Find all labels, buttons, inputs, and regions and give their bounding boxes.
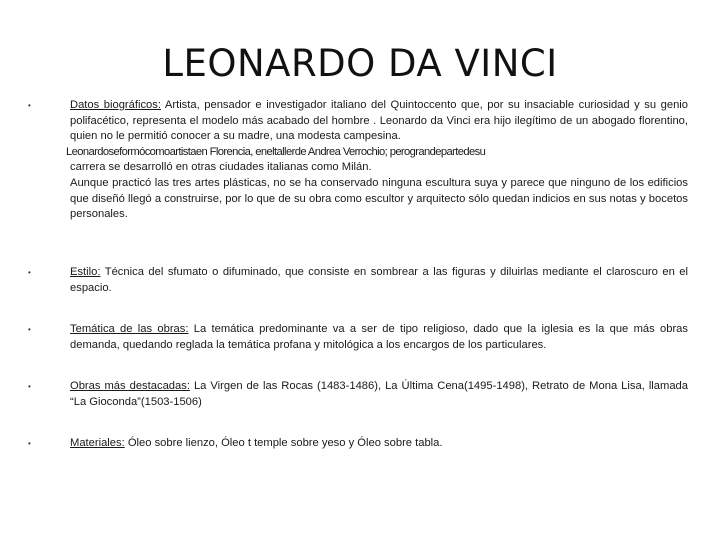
item-text: Óleo sobre lienzo, Óleo t temple sobre yeso y Óleo sobre tabla.	[124, 437, 443, 449]
bullet-icon: •	[28, 268, 31, 277]
item-text-line: carrera se desarrolló en otras ciudades italianas como Milán.	[70, 161, 372, 174]
item-text: La Virgen de las Rocas (1483-1486), La Última Cena(1495-1498), Retrato de Mona Lisa, llamada “La Gioconda”(1503-1506)	[70, 380, 688, 408]
list-item-materiales	[28, 436, 688, 452]
bullet-icon: •	[28, 325, 31, 334]
item-heading: Temática de las obras:	[70, 323, 189, 335]
list-item-tematica	[28, 322, 688, 353]
item-text: Artista, pensador e investigador italiano del Quintoccento que, por su insaciable curiosidad y su genio polifacético, representa el modelo más acabado del hombre . Leonardo da Vinci era hijo ilegítimo de un abogado florentino, quien no le permitió conocer a su madre, una modesta campesina.	[70, 99, 688, 143]
bullet-icon: •	[28, 439, 31, 448]
bullet-icon: •	[28, 101, 31, 110]
item-text: Técnica del sfumato o difuminado, que consiste en sombrear a las figuras y diluirlas mediante el claroscuro en el espacio.	[70, 266, 688, 294]
item-heading: Datos biográficos:	[70, 99, 161, 111]
list-item-obras-destacadas	[28, 379, 688, 410]
list-item-datos-biograficos	[28, 98, 688, 223]
list-item-estilo	[28, 265, 688, 296]
item-text: La temática predominante va a ser de tipo religioso, dado que la iglesia es la que más obras demanda, quedando reglada la temática profana y mitológica a los encargos de los particulares.	[70, 323, 688, 351]
item-text-line: Leonardoseformócomoartistaen Florencia, eneltallerde Andrea Verrochio; perograndepartedesu	[66, 145, 486, 158]
bullet-icon: •	[28, 382, 31, 391]
page-title: LEONARDO DA VINCI	[162, 42, 558, 85]
item-heading: Materiales:	[70, 437, 125, 449]
item-heading: Estilo:	[70, 266, 101, 278]
item-heading: Obras más destacadas:	[70, 380, 190, 392]
item-text-paragraph: Aunque practicó las tres artes plásticas, no se ha conservado ninguna escultura suya y parece que ninguno de los edificios que diseñó llegó a construirse, por lo que de su obra como escultor y arquitecto sólo quedan indicios en sus notas y bocetos personales.	[70, 176, 688, 221]
